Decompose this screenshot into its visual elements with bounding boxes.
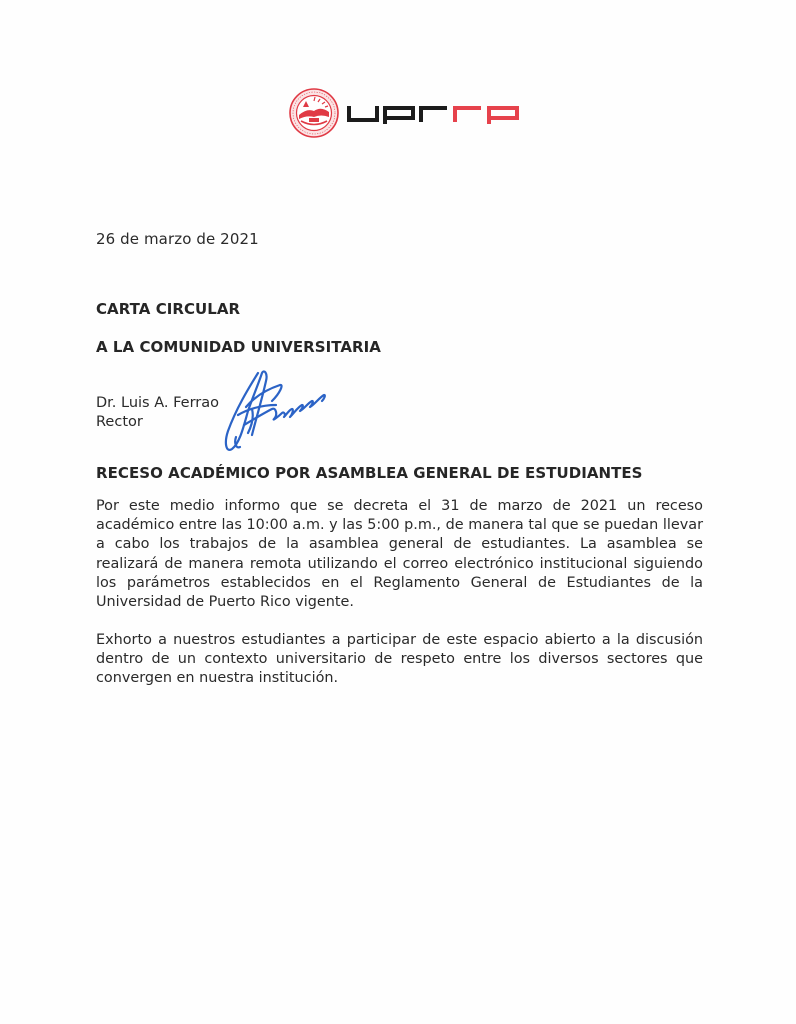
document-type-heading: CARTA CIRCULAR [96,300,241,318]
letter-date: 26 de marzo de 2021 [96,230,259,248]
recipient-heading: A LA COMUNIDAD UNIVERSITARIA [96,338,381,356]
sender-block [96,394,219,432]
subject-heading: RECESO ACADÉMICO POR ASAMBLEA GENERAL DE ESTUDIANTES [96,464,643,482]
body-paragraph: Por este medio informo que se decreta el 31 de marzo de 2021 un receso académico entre las 10:00 a.m. y las 5:00 p.m., de manera tal que se puedan llevar a cabo los trabajos de la asamblea general de estudiantes. La asamblea se realizará de manera remota utilizando el correo electrónico institucional siguiendo los parámetros establecidos en el Reglamento General de Estudiantes de la Universidad de Puerto Rico vigente. [96,498,703,611]
university-seal-icon [289,88,339,138]
uprrp-wordmark [347,102,519,124]
letterhead-logo [289,88,519,138]
sender-title: Rector [96,414,143,430]
body-paragraph: Exhorto a nuestros estudiantes a participar de este espacio abierto a la discusión dentro de un contexto universitario de respeto entre los diversos sectores que convergen en nuestra institución. [96,632,703,687]
handwritten-signature-icon [218,365,336,457]
sender-name: Dr. Luis A. Ferrao [96,395,219,411]
